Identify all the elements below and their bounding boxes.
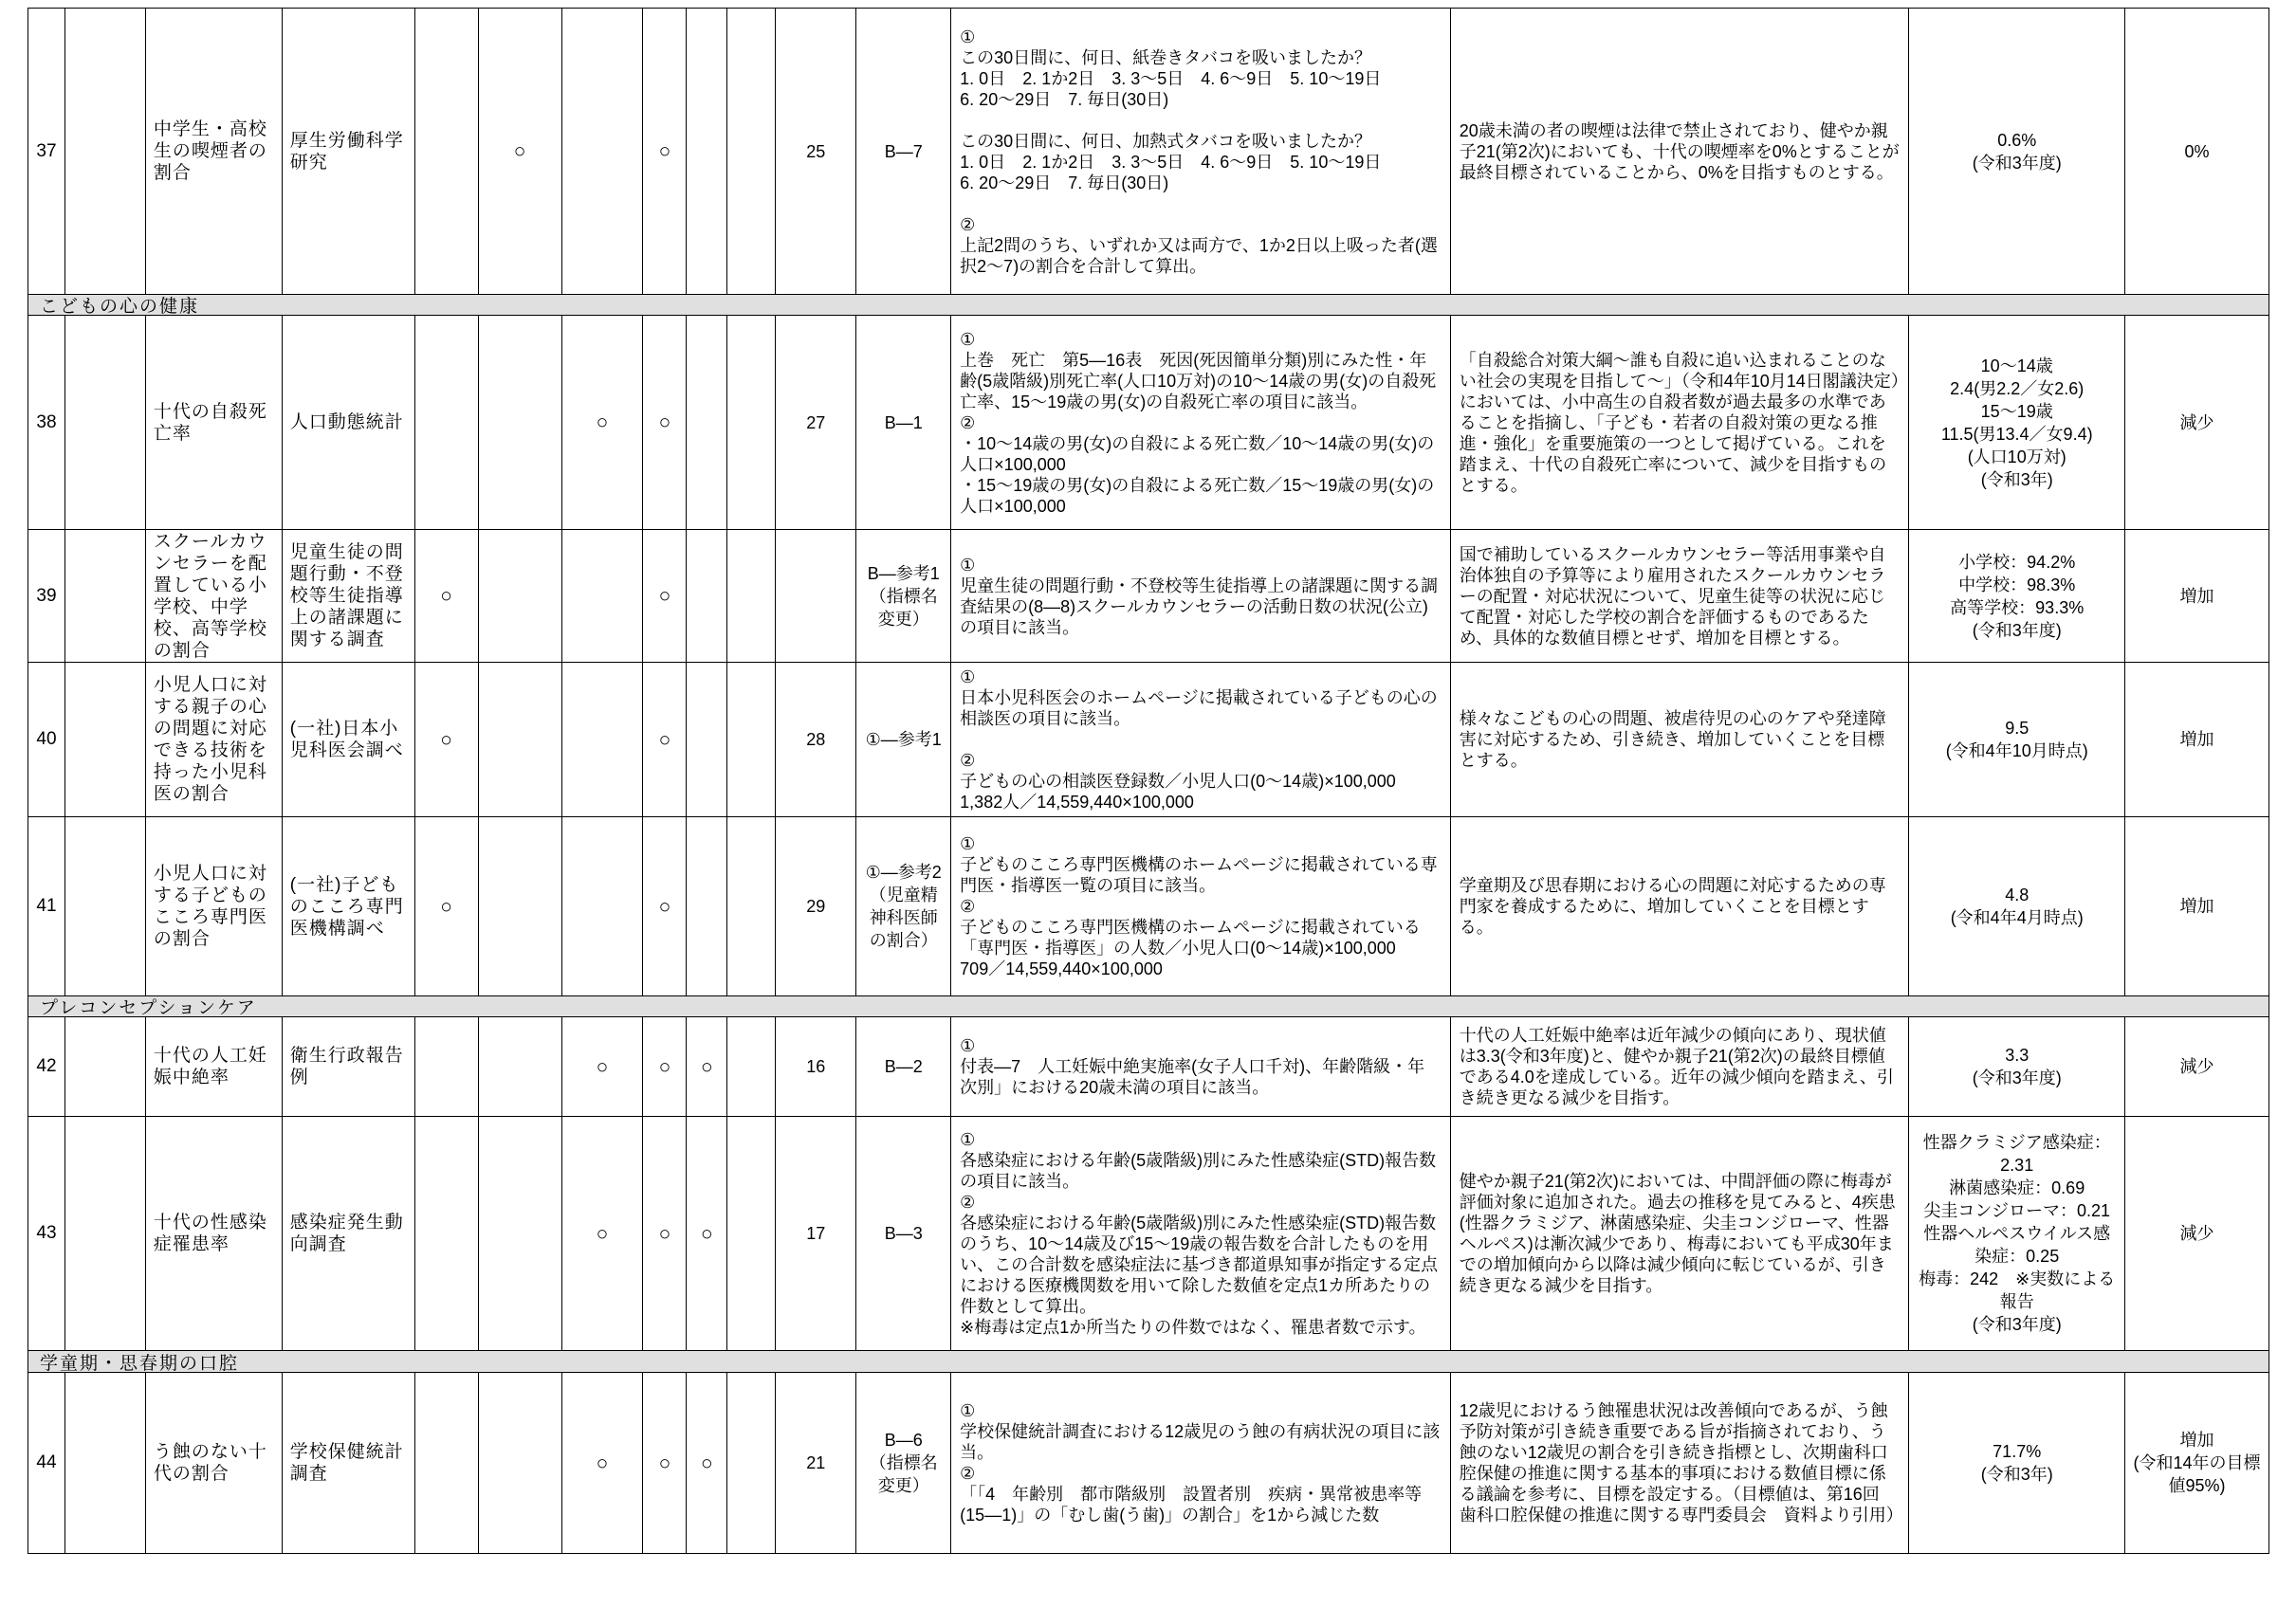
mark-cell-5 [687,663,727,816]
text-line: ① [960,834,976,853]
text-line: 各感染症における年齢(5歳階級)別にみた性感染症(STD)報告数の項目に該当。 [960,1151,1437,1191]
text-line: 児童生徒の問題行動・不登校等生徒指導上の諸課題に関する調査 [289,542,404,649]
text-line: 20歳未満の者の喫煙は法律で禁止されており、健やか親子21(第2次)においても、十代の喫煙率を0%とすることが最終目標されていることから、0%を目指すものとする。 [1459,120,1900,182]
survey-source-cell [283,1117,415,1350]
text-line: 日本小児科医会のホームページに掲載されている子どもの心の相談医の項目に該当。 [960,688,1438,728]
target-cell [2125,817,2268,995]
text-line: 高等学校：93.3% [1950,597,2085,617]
text-line: 十代の性感染症罹患率 [153,1213,267,1254]
current-value-cell [1909,1117,2125,1350]
survey-source-cell [283,530,415,662]
circle-mark-icon: ○ [596,1055,609,1078]
text-line [102,896,107,917]
text-line: （指標名変更） [869,586,938,629]
text-line: B—1 [884,412,923,432]
text-line: 44 [36,1452,57,1472]
serial-number-cell [776,9,856,294]
text-line [102,412,107,433]
target-cell [2125,1117,2268,1350]
text-line: ①—参考1 [865,730,942,749]
mark-cell-3 [562,316,644,529]
text-line: 性器クラミジア感染症：2.31 [1922,1133,2111,1175]
mark-cell-4 [643,530,687,662]
text-line [960,110,964,131]
text-line: 21 [806,1453,826,1472]
mark-cell-4 [643,1017,687,1116]
text-line: ① [960,329,976,349]
rationale-cell [1451,663,1910,816]
definition-cell [951,530,1451,662]
text-line: 1,382人／14,559,440×100,000 [960,793,1194,812]
text-line: 1. 0日 2. 1か2日 3. 3〜5日 4. 6〜9日 5. 10〜19日 [960,152,1382,172]
mark-cell-3 [562,9,644,294]
mark-cell-2 [479,1117,562,1350]
indicator-name-cell [146,1373,283,1553]
text-line: B—6 [884,1431,923,1450]
text-line: 16 [806,1057,826,1076]
survey-source-cell [283,316,415,529]
text-line: ① [960,1036,976,1055]
text-line [102,1056,107,1077]
row-number-cell [28,316,65,529]
definition-cell [951,1373,1451,1553]
text-line: 中学生・高校生の喫煙者の割合 [153,119,267,183]
text-line: 十代の人工妊娠中絶率 [153,1046,267,1087]
text-line: (令和3年度) [1972,1068,2062,1087]
text-line: 6. 20〜29日 7. 毎日(30日) [960,173,1169,192]
text-line: ② [960,897,976,916]
code-cell [856,1117,951,1350]
text-line [102,1452,107,1473]
indicators-table [28,8,2269,1554]
text-line: 中学校：98.3% [1958,575,2076,594]
text-line: 41 [36,896,57,916]
row-number-cell [28,1117,65,1350]
mark-cell-4 [643,316,687,529]
section-band [28,996,2268,1017]
text-line: 2.4(男2.2／女2.6) [1950,378,2085,398]
circle-mark-icon: ○ [440,895,452,918]
text-line: 子どもの心の相談医登録数／小児人口(0〜14歳)×100,000 [960,772,1396,791]
text-line: 6. 20〜29日 7. 毎日(30日) [960,89,1169,109]
mark-cell-5 [687,817,727,995]
text-line: 3.3 [2005,1046,2030,1065]
current-value-cell [1909,817,2125,995]
mark-cell-5 [687,1017,727,1116]
table-row [28,316,2268,530]
text-line: 「自殺総合対策大綱〜誰も自殺に追い込まれることのない社会の実現を目指して〜」（令和4年10月14日閣議決定）においては、小中高生の自殺者数が過去最多の水準であることを指摘し、「子ども・若者の自殺対策の更なる推進・強化」を重要施策の一つとして掲げている。これを踏まえ、十代の自殺死亡率について、減少を目指すものとする。 [1459,350,1900,495]
serial-number-cell [776,1117,856,1350]
category-cell [65,9,146,294]
text-line: （指標名変更） [869,1453,938,1495]
text-line: ① [960,555,976,575]
text-line [102,1223,107,1244]
text-line: 小児人口に対する親子の心の問題に対応できる技術を持った小児科医の割合 [153,675,267,804]
definition-cell [951,9,1451,294]
text-line: 十代の人工妊娠中絶率は近年減少の傾向にあり、現状値は3.3(令和3年度)と、健やか親子21(第2次)の最終目標値である4.0を達成している。近年の減少傾向を踏まえ、引き続き更なる減少を目指す。 [1459,1026,1894,1107]
category-cell [65,530,146,662]
text-line: 39 [36,585,57,606]
row-number-cell [28,1017,65,1116]
text-line: 感染症発生動向調査 [289,1213,404,1254]
mark-cell-2 [479,316,562,529]
circle-mark-icon: ○ [701,1055,713,1078]
mark-cell-3 [562,817,644,995]
text-line: ② [960,1464,976,1483]
code-cell [856,1373,951,1553]
text-line [102,141,107,162]
text-line: 学校保健統計調査 [289,1442,404,1484]
section-band-label: 学童期・思春期の口腔 [40,1353,240,1374]
mark-cell-5 [687,1373,727,1553]
text-line: ① [960,667,976,686]
table-row [28,1373,2268,1553]
text-line: ※梅毒は定点1か所当たりの件数ではなく、罹患者数で示す。 [960,1318,1426,1337]
rationale-cell [1451,817,1910,995]
rationale-cell [1451,316,1910,529]
indicator-name-cell [146,1017,283,1116]
survey-source-cell [283,1373,415,1553]
text-line: ① [960,27,976,46]
circle-mark-icon: ○ [440,585,452,607]
mark-cell-5 [687,530,727,662]
target-cell [2125,530,2268,662]
mark-cell-4 [643,9,687,294]
mark-cell-5 [687,9,727,294]
category-cell [65,663,146,816]
current-value-cell [1909,530,2125,662]
circle-mark-icon: ○ [513,140,526,162]
rationale-cell [1451,530,1910,662]
text-line: (令和3年度) [1972,153,2062,173]
text-line: 子どものこころ専門医機構のホームページに掲載されている専門医・指導医一覧の項目に該当。 [960,855,1438,895]
text-line: 増加 [2179,1431,2214,1450]
mark-cell-1 [415,1117,479,1350]
text-line: 「「4 年齢別 都市階級別 設置者別 疾病・異常被患率等(15—1)」の「むし歯(う歯)」の割合」を1から減じた数 [960,1485,1423,1525]
definition-cell [951,663,1451,816]
circle-mark-icon: ○ [701,1452,713,1474]
text-line: 0.6% [1997,130,2037,150]
current-value-cell [1909,663,2125,816]
row-number-cell [28,9,65,294]
mark-cell-2 [479,817,562,995]
circle-mark-icon: ○ [658,1452,671,1474]
indicator-name-cell [146,817,283,995]
text-line: 小学校：94.2% [1958,552,2076,572]
circle-mark-icon: ○ [440,728,452,751]
mark-cell-6 [727,9,776,294]
text-line: 1. 0日 2. 1か2日 3. 3〜5日 4. 6〜9日 5. 10〜19日 [960,68,1382,88]
survey-source-cell [283,663,415,816]
table-row [28,663,2268,817]
text-line: ② [960,412,976,432]
row-number-cell [28,530,65,662]
current-value-cell [1909,1373,2125,1553]
text-line: 減少 [2179,1224,2214,1243]
circle-mark-icon: ○ [701,1222,713,1245]
mark-cell-2 [479,1017,562,1116]
mark-cell-1 [415,817,479,995]
mark-cell-6 [727,663,776,816]
text-line: 国で補助しているスクールカウンセラー等活用事業や自治体独自の予算等により雇用されたスクールカウンセラーの配置・対応状況について、児童生徒等の状況に応じて配置・対応した学校の割合を評価するものであるため、具体的な数値目標とせず、増加を目標とする。 [1459,544,1886,648]
section-band [28,295,2268,316]
text-line: ①—参考2 [865,863,942,882]
text-line: 性器ヘルペスウイルス感染症：0.25 [1923,1224,2111,1266]
indicator-name-cell [146,530,283,662]
text-line: 減少 [2179,412,2214,432]
text-line: 上巻 死亡 第5—16表 死因(死因簡単分類)別にみた性・年齢(5歳階級)別死亡率(人口10万対)の10〜14歳の男(女)の自殺死亡率、15〜19歳の男(女)の自殺死亡率の項目に該当。 [960,350,1437,411]
text-line: 小児人口に対する子どものこころ専門医の割合 [153,864,267,949]
text-line: 9.5 [2005,719,2030,738]
text-line: (令和3年) [1980,469,2053,489]
text-line: (令和4年10月時点) [1945,741,2088,760]
rationale-cell [1451,1017,1910,1116]
mark-cell-1 [415,663,479,816]
survey-source-cell [283,1017,415,1116]
text-line: (令和4年4月時点) [1950,908,2084,927]
text-line: この30日間に、何日、紙巻きタバコを吸いましたか？ [960,47,1372,67]
text-line: 43 [36,1223,57,1243]
category-cell [65,1017,146,1116]
mark-cell-6 [727,316,776,529]
serial-number-cell [776,530,856,662]
text-line: ② [960,1193,976,1212]
code-cell [856,663,951,816]
text-line: 709／14,559,440×100,000 [960,959,1163,978]
text-line: 増加 [2179,897,2214,916]
definition-cell [951,316,1451,529]
text-line: う蝕のない十代の割合 [153,1442,267,1484]
text-line: 4.8 [2005,886,2030,904]
target-cell [2125,663,2268,816]
text-line: 0% [2184,141,2210,161]
text-line: 25 [806,141,826,161]
text-line [960,193,964,214]
mark-cell-2 [479,530,562,662]
current-value-cell [1909,9,2125,294]
text-line: B—2 [884,1057,923,1076]
indicator-name-cell [146,663,283,816]
indicator-name-cell [146,316,283,529]
code-cell [856,316,951,529]
text-line: 42 [36,1056,57,1076]
target-cell [2125,1373,2268,1553]
serial-number-cell [776,1017,856,1116]
text-line: ② [960,214,976,234]
mark-cell-6 [727,817,776,995]
text-line: 28 [806,730,826,749]
mark-cell-3 [562,1117,644,1350]
mark-cell-1 [415,9,479,294]
category-cell [65,316,146,529]
definition-cell [951,1117,1451,1350]
mark-cell-2 [479,9,562,294]
serial-number-cell [776,316,856,529]
mark-cell-1 [415,316,479,529]
text-line: ① [960,1401,976,1420]
circle-mark-icon: ○ [596,1452,609,1474]
text-line: (令和14年の目標値95%) [2133,1453,2261,1495]
text-line: ・15〜19歳の男(女)の自殺による死亡数／15〜19歳の男(女)の人口×100,000 [960,475,1435,516]
text-line: 梅毒：242 ※実数による報告 [1919,1269,2116,1311]
text-line: 学童期及び思春期における心の問題に対応するための専門家を養成するために、増加していくことを目標とする。 [1459,876,1886,937]
row-number-cell [28,817,65,995]
text-line: 37 [36,140,57,161]
text-line: 各感染症における年齢(5歳階級)別にみた性感染症(STD)報告数のうち、10〜14歳及び15〜19歳の報告数を合計したものを用い、この合計数を感染症法に基づき都道県知事が指定する定点における医療機関数を用いて除した数値を定点1カ所あたりの件数として算出。 [960,1214,1439,1316]
text-line: (一社)日本小児科医会調べ [289,719,404,760]
target-cell [2125,1017,2268,1116]
mark-cell-6 [727,530,776,662]
mark-cell-6 [727,1017,776,1116]
text-line: B—7 [884,141,923,161]
category-cell [65,817,146,995]
text-line: (令和3年度) [1972,1315,2062,1334]
section-band-label: プレコンセプションケア [40,998,257,1018]
serial-number-cell [776,663,856,816]
mark-cell-4 [643,663,687,816]
text-line [960,729,964,750]
circle-mark-icon: ○ [658,1055,671,1078]
row-number-cell [28,663,65,816]
mark-cell-3 [562,1373,644,1553]
text-line: 様々なこどもの心の問題、被虐待児の心のケアや発達障害に対応するため、引き続き、増加していくことを目標とする。 [1459,709,1886,770]
mark-cell-3 [562,663,644,816]
mark-cell-5 [687,1117,727,1350]
text-line: 増加 [2179,586,2214,606]
section-band [28,1351,2268,1373]
text-line: B—3 [884,1224,923,1243]
text-line: 子どものこころ専門医機構のホームページに掲載されている「専門医・指導医」の人数／小児人口(0〜14歳)×100,000 [960,918,1421,958]
mark-cell-6 [727,1373,776,1553]
code-cell [856,9,951,294]
text-line: 11.5(男13.4／女9.4) [1940,424,2093,444]
text-line: スクールカウンセラーを配置している小学校、中学校、高等学校の割合 [153,531,267,661]
mark-cell-2 [479,663,562,816]
mark-cell-3 [562,1017,644,1116]
code-cell [856,1017,951,1116]
circle-mark-icon: ○ [658,895,671,918]
circle-mark-icon: ○ [658,585,671,607]
target-cell [2125,9,2268,294]
circle-mark-icon: ○ [658,1222,671,1245]
current-value-cell [1909,1017,2125,1116]
text-line: この30日間に、何日、加熱式タバコを吸いましたか？ [960,131,1372,151]
text-line: 学校保健統計調査における12歳児のう蝕の有病状況の項目に該当。 [960,1422,1441,1462]
mark-cell-5 [687,316,727,529]
target-cell [2125,316,2268,529]
text-line: 29 [806,897,826,916]
circle-mark-icon: ○ [658,140,671,162]
mark-cell-6 [727,1117,776,1350]
text-line: 健やか親子21(第2次)においては、中間評価の際に梅毒が評価対象に追加された。過去の推移を見てみると、4疾患(性器クラミジア、淋菌感染症、尖圭コンジローマ、性器ヘルペス)は漸次減少であり、梅毒においても平成30年までの増加傾向から以降は減少傾向に転じているが、引き続き更なる減少を目指す。 [1459,1172,1896,1295]
text-line: 27 [806,412,826,432]
text-line: 尖圭コンジローマ：0.21 [1923,1201,2110,1220]
text-line: (一社)子どものこころ専門医機構調べ [289,874,404,939]
survey-source-cell [283,9,415,294]
survey-source-cell [283,817,415,995]
mark-cell-1 [415,1373,479,1553]
text-line: 衛生行政報告例 [289,1046,404,1087]
circle-mark-icon: ○ [596,1222,609,1245]
definition-cell [951,1017,1451,1116]
text-line: 児童生徒の問題行動・不登校等生徒指導上の諸課題に関する調査結果の(8—8)スクールカウンセラーの活動日数の状況(公立)の項目に該当。 [960,575,1439,637]
text-line: 上記2問のうち、いずれか又は両方で、1か2日以上吸った者(選択2〜7)の割合を合計して算出。 [960,235,1438,276]
text-line: ① [960,1130,976,1149]
row-number-cell [28,1373,65,1553]
mark-cell-1 [415,1017,479,1116]
definition-cell [951,817,1451,995]
text-line: 十代の自殺死亡率 [153,401,267,444]
table-row [28,9,2268,295]
text-line: B—参考1 [867,563,940,583]
text-line: (令和3年度) [1972,620,2062,640]
indicator-name-cell [146,1117,283,1350]
text-line: 10〜14歳 [1980,356,2053,375]
text-line: 人口動態統計 [289,412,404,432]
text-line: 付表—7 人工妊娠中絶実施率(女子人口千対)、年齢階級・年次別」における20歳未満の項目に該当。 [960,1057,1425,1097]
text-line: 減少 [2179,1057,2214,1076]
mark-cell-2 [479,1373,562,1553]
table-row [28,1017,2268,1117]
rationale-cell [1451,9,1910,294]
circle-mark-icon: ○ [658,411,671,433]
current-value-cell [1909,316,2125,529]
text-line: ・10〜14歳の男(女)の自殺による死亡数／10〜14歳の男(女)の人口×100,000 [960,433,1435,474]
text-line: 淋菌感染症：0.69 [1949,1178,2085,1197]
text-line: 12歳児におけるう蝕罹患状況は改善傾向であるが、う蝕予防対策が引き続き重要である旨が指摘されており、う蝕のない12歳児の割合を引き続き指標とし、次期歯科口腔保健の推進に関する基本的事項における数値目標に係る議論を参考に、目標を設定する。（目標値は、第16回 歯科口腔保健の推進に関する専門委員会 資料より引用） [1459,1401,1903,1525]
serial-number-cell [776,817,856,995]
circle-mark-icon: ○ [596,411,609,433]
text-line: 増加 [2179,730,2214,749]
text-line: （児童精神科医師の割合） [869,886,938,950]
rationale-cell [1451,1117,1910,1350]
mark-cell-1 [415,530,479,662]
mark-cell-4 [643,1117,687,1350]
indicator-name-cell [146,9,283,294]
rationale-cell [1451,1373,1910,1553]
text-line: 15〜19歳 [1980,401,2053,421]
mark-cell-4 [643,1373,687,1553]
text-line [102,729,107,750]
mark-cell-3 [562,530,644,662]
code-cell [856,530,951,662]
text-line: (人口10万対) [1967,447,2066,466]
text-line [814,586,818,607]
serial-number-cell [776,1373,856,1553]
text-line: 厚生労働科学研究 [289,130,404,173]
table-row [28,530,2268,663]
text-line: 17 [806,1224,826,1243]
mark-cell-4 [643,817,687,995]
category-cell [65,1373,146,1553]
section-band-label: こどもの心の健康 [40,297,200,317]
text-line: 71.7% [1993,1442,2042,1461]
text-line: 40 [36,729,57,749]
text-line: 38 [36,411,57,432]
text-line: ② [960,751,976,770]
category-cell [65,1117,146,1350]
circle-mark-icon: ○ [658,728,671,751]
text-line: (令和3年) [1980,1465,2053,1484]
table-row [28,817,2268,996]
text-line [102,586,107,607]
table-row [28,1117,2268,1351]
code-cell [856,817,951,995]
